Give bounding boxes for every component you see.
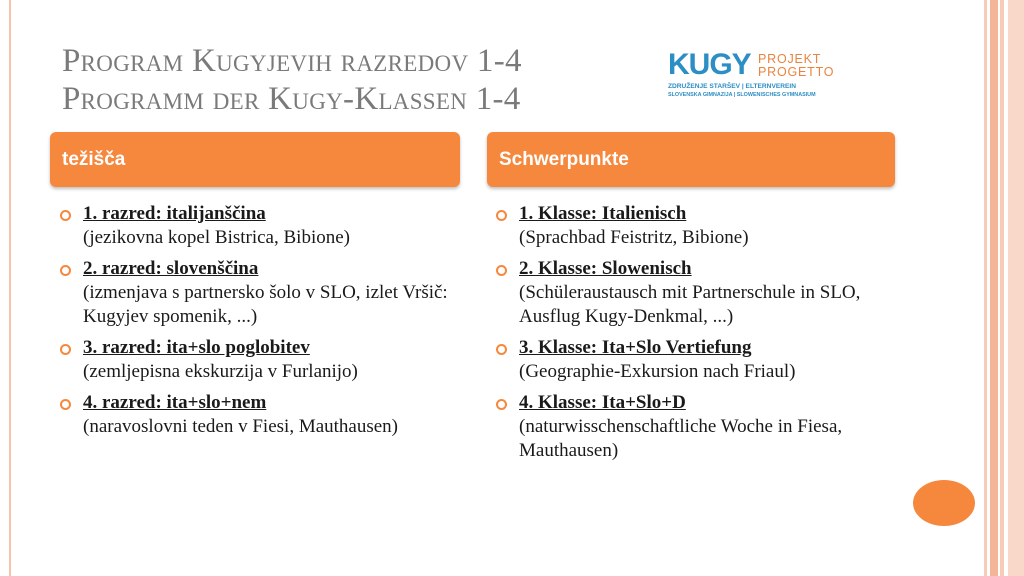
bullet-circle-icon [496, 399, 507, 410]
bullet-circle-icon [60, 210, 71, 221]
bullet-circle-icon [496, 210, 507, 221]
logo-projekt-text: PROJEKT [758, 52, 822, 66]
list-item [496, 391, 916, 463]
decorative-circle [913, 480, 975, 526]
list-item [496, 257, 916, 329]
logo-association-text: ZDRUŽENJE STARŠEV | ELTERNVEREIN [668, 83, 796, 90]
stripe [990, 0, 998, 576]
item-description: (Sprachbad Feistritz, Bibione) [519, 227, 749, 248]
list-item [60, 336, 460, 384]
item-heading: 4. Klasse: Ita+Slo+D [519, 392, 686, 413]
slovenian-list [60, 202, 460, 446]
list-item [60, 202, 460, 250]
bullet-circle-icon [496, 344, 507, 355]
header-tezisca: težišča [50, 132, 460, 187]
kugy-logo [668, 50, 843, 100]
title-line-1: Program Kugyjevih razredov 1-4 [62, 43, 522, 79]
logo-progetto-text: PROGETTO [758, 65, 835, 79]
list-item [60, 391, 460, 439]
item-heading: 1. razred: italijanščina [83, 203, 266, 224]
bullet-circle-icon [60, 265, 71, 276]
stripe [984, 0, 987, 576]
item-description: (Geographie-Exkursion nach Friaul) [519, 361, 796, 382]
header-schwerpunkte: Schwerpunkte [487, 132, 895, 187]
logo-school-text: SLOVENSKA GIMNAZIJA | SLOWENISCHES GYMNASIUM [668, 92, 816, 98]
stripe [1000, 0, 1004, 576]
bullet-circle-icon [60, 344, 71, 355]
item-heading: 2. Klasse: Slowenisch [519, 258, 692, 279]
decorative-stripes [984, 0, 1024, 576]
item-heading: 4. razred: ita+slo+nem [83, 392, 267, 413]
item-description: (Schüleraustausch mit Partnerschule in SLO, Ausflug Kugy-Denkmal, ...) [519, 282, 861, 327]
title-line-2: Programm der Kugy-Klassen 1-4 [62, 81, 521, 117]
logo-kugy-text: KUGY [668, 48, 751, 81]
list-item [496, 336, 916, 384]
item-description: (izmenjava s partnersko šolo v SLO, izlet Vršič: Kugyjev spomenik, ...) [83, 282, 448, 327]
bullet-circle-icon [60, 399, 71, 410]
list-item [60, 257, 460, 329]
list-item [496, 202, 916, 250]
item-heading: 1. Klasse: Italienisch [519, 203, 687, 224]
item-heading: 3. Klasse: Ita+Slo Vertiefung [519, 337, 752, 358]
item-description: (naturwisschenschaftliche Woche in Fiesa, Mauthausen) [519, 416, 843, 461]
bullet-circle-icon [496, 265, 507, 276]
german-list [496, 202, 916, 470]
slide-title [62, 42, 522, 118]
item-heading: 3. razred: ita+slo poglobitev [83, 337, 310, 358]
item-description: (zemljepisna ekskurzija v Furlanijo) [83, 361, 358, 382]
item-description: (naravoslovni teden v Fiesi, Mauthausen) [83, 416, 399, 437]
stripe [1008, 0, 1024, 576]
left-border [0, 0, 11, 576]
item-description: (jezikovna kopel Bistrica, Bibione) [83, 227, 350, 248]
item-heading: 2. razred: slovenščina [83, 258, 259, 279]
